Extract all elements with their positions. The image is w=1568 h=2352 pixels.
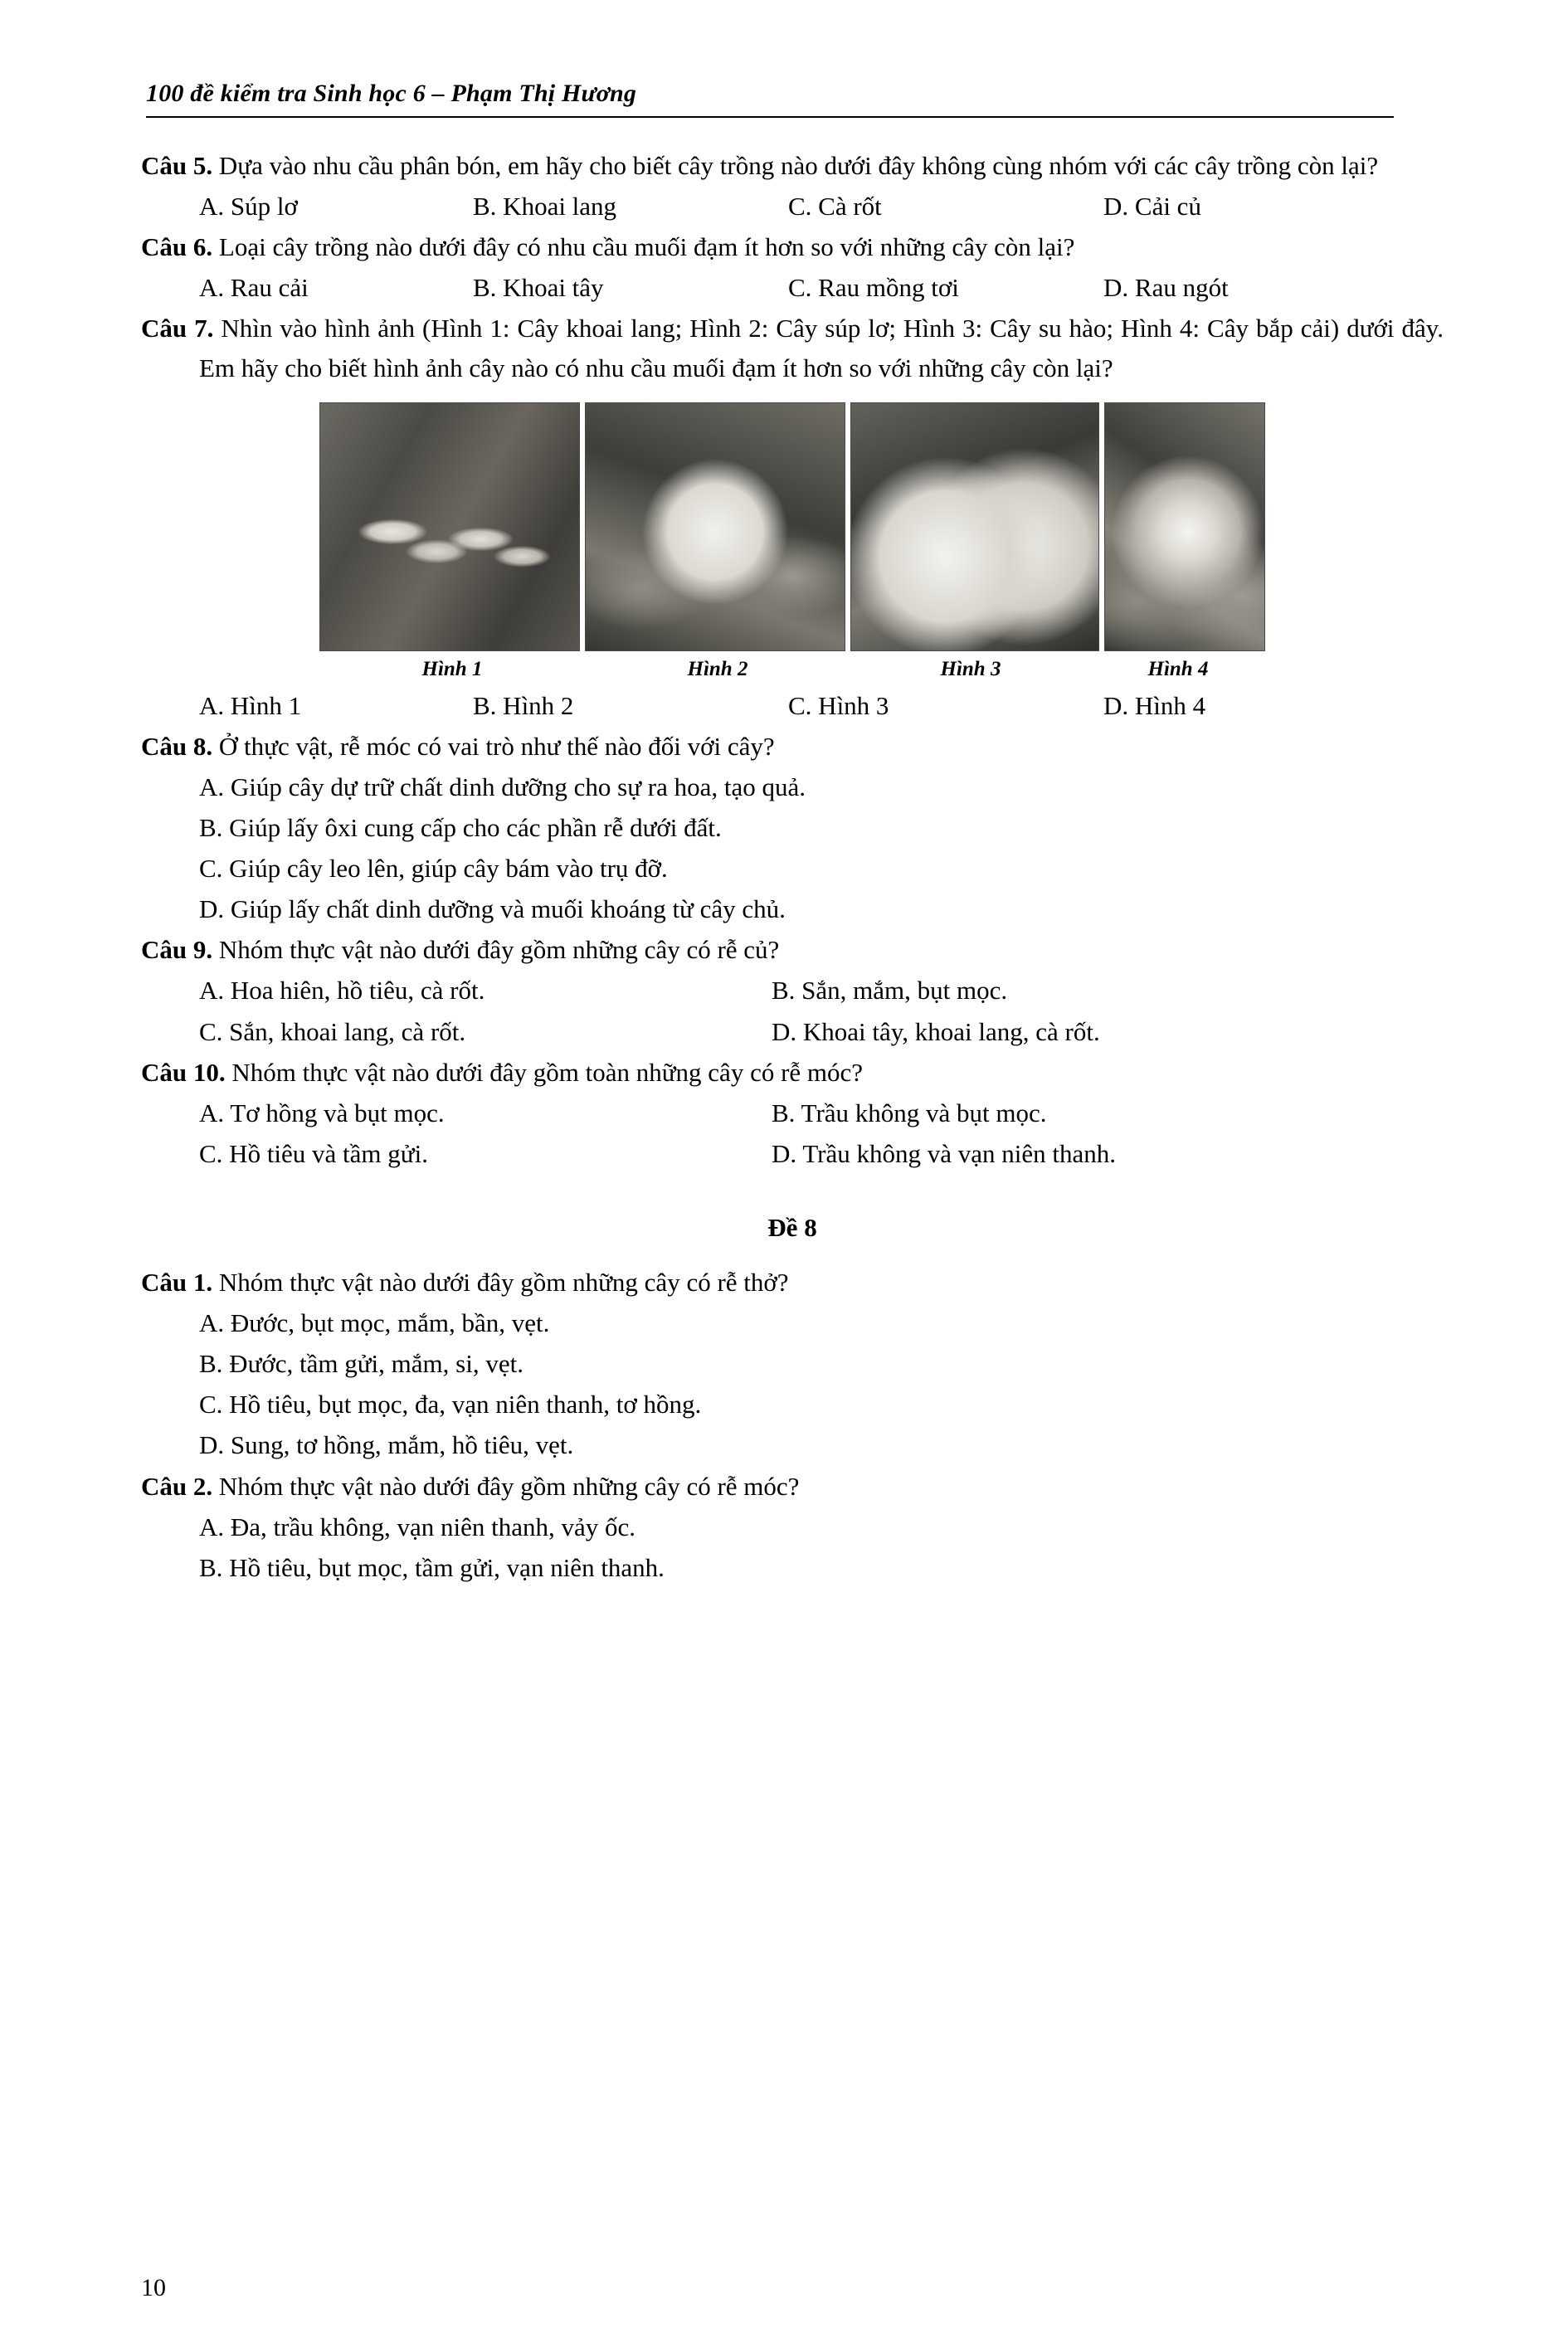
question-text: Nhóm thực vật nào dưới đây gồm toàn những cây có rễ móc?: [231, 1057, 864, 1087]
question-block-cau-6: [141, 227, 1444, 266]
options-row-cau-7: [141, 686, 1444, 725]
running-header: 100 đề kiểm tra Sinh học 6 – Phạm Thị Hương: [146, 80, 1394, 118]
option-b[interactable]: B. Khoai tây: [473, 273, 604, 303]
sup-lo-photo: [585, 402, 845, 651]
option-c[interactable]: C. Cà rốt: [788, 192, 882, 222]
figure-photo-row: [319, 402, 1265, 651]
question-label: Câu 6.: [141, 232, 213, 262]
options-row-cau-9-bottom: [141, 1012, 1444, 1051]
option-c[interactable]: C. Sắn, khoai lang, cà rốt.: [199, 1016, 466, 1046]
question-block-cau-7: [141, 309, 1444, 387]
option-b[interactable]: B. Khoai lang: [473, 192, 617, 222]
option-d[interactable]: D. Trầu không và vạn niên thanh.: [772, 1138, 1117, 1168]
caption-hinh-1: Hình 1: [421, 657, 483, 680]
question-text: Nhóm thực vật nào dưới đây gồm những cây có rễ thở?: [218, 1267, 789, 1297]
question-label: Câu 1.: [141, 1267, 213, 1297]
option-a[interactable]: A. Tơ hồng và bụt mọc.: [199, 1098, 445, 1127]
section-title-de-8: Đề 8: [767, 1212, 817, 1242]
options-row-cau-10-top: [141, 1093, 1444, 1132]
caption-hinh-4: Hình 4: [1147, 657, 1209, 680]
question-text: Nhóm thực vật nào dưới đây gồm những cây có rễ móc?: [218, 1471, 800, 1501]
question-label: Câu 10.: [141, 1057, 226, 1087]
option-a[interactable]: A. Rau cải: [199, 273, 309, 303]
question-text: Ở thực vật, rễ móc có vai trò như thế nào đối với cây?: [218, 731, 775, 761]
su-hao-photo: [850, 402, 1099, 651]
figure-cau-7: [141, 402, 1444, 681]
question-label: Câu 7.: [141, 314, 214, 343]
option-c[interactable]: C. Rau mồng tơi: [788, 273, 959, 303]
question-block-de8-cau-2: [141, 1467, 1444, 1506]
option-b[interactable]: B. Hình 2: [473, 690, 574, 720]
options-row-cau-6: [141, 268, 1444, 307]
option-d[interactable]: D. Giúp lấy chất dinh dưỡng và muối khoáng từ cây chủ.: [199, 894, 786, 924]
option-b[interactable]: B. Hồ tiêu, bụt mọc, tầm gửi, vạn niên thanh.: [199, 1552, 665, 1582]
question-text: Nhìn vào hình ảnh (Hình 1: Cây khoai lang; Hình 2: Cây súp lơ; Hình 3: Cây su hào; Hình 4: Cây bắp cải) dưới đây. Em hãy cho biết hình ảnh cây nào có nhu cầu muối đạm ít hơn so với những cây còn lại?: [199, 314, 1444, 382]
question-block-cau-9: [141, 930, 1444, 969]
question-block-de8-cau-1: [141, 1263, 1444, 1302]
option-a[interactable]: A. Hoa hiên, hồ tiêu, cà rốt.: [199, 976, 485, 1006]
option-c[interactable]: C. Hồ tiêu, bụt mọc, đa, vạn niên thanh, tơ hồng.: [199, 1390, 702, 1419]
option-c[interactable]: C. Giúp cây leo lên, giúp cây bám vào trụ đỡ.: [199, 854, 668, 884]
question-block-cau-5: [141, 146, 1444, 185]
question-label: Câu 9.: [141, 935, 213, 965]
question-block-cau-10: [141, 1053, 1444, 1092]
option-b[interactable]: B. Trầu không và bụt mọc.: [772, 1098, 1047, 1127]
option-d[interactable]: D. Rau ngót: [1103, 273, 1229, 303]
option-a[interactable]: A. Giúp cây dự trữ chất dinh dưỡng cho sự ra hoa, tạo quả.: [199, 772, 806, 801]
option-b[interactable]: B. Sắn, mắm, bụt mọc.: [772, 976, 1008, 1006]
question-text: Nhóm thực vật nào dưới đây gồm những cây có rễ củ?: [218, 935, 780, 965]
khoai-lang-photo: [319, 402, 580, 651]
option-c[interactable]: C. Hồ tiêu và tầm gửi.: [199, 1138, 428, 1168]
option-d[interactable]: D. Cải củ: [1103, 192, 1201, 222]
question-text: Loại cây trồng nào dưới đây có nhu cầu muối đạm ít hơn so với những cây còn lại?: [218, 232, 1075, 262]
option-b[interactable]: B. Giúp lấy ôxi cung cấp cho các phần rễ dưới đất.: [199, 812, 722, 842]
figure-captions: [319, 658, 1265, 681]
options-row-cau-5: [141, 187, 1444, 226]
question-block-cau-8: [141, 727, 1444, 766]
option-a[interactable]: A. Súp lơ: [199, 192, 298, 222]
caption-hinh-2: Hình 2: [687, 657, 748, 680]
page-number: 10: [141, 2274, 166, 2301]
option-a[interactable]: A. Đước, bụt mọc, mắm, bần, vẹt.: [199, 1308, 550, 1338]
question-label: Câu 2.: [141, 1471, 213, 1501]
option-c[interactable]: C. Hình 3: [788, 690, 889, 720]
option-d[interactable]: D. Khoai tây, khoai lang, cà rốt.: [772, 1016, 1100, 1046]
question-label: Câu 8.: [141, 731, 213, 761]
option-a[interactable]: A. Đa, trầu không, vạn niên thanh, vảy ốc.: [199, 1512, 636, 1541]
option-d[interactable]: D. Sung, tơ hồng, mắm, hồ tiêu, vẹt.: [199, 1430, 574, 1460]
option-b[interactable]: B. Đước, tầm gửi, mắm, si, vẹt.: [199, 1349, 523, 1379]
question-label: Câu 5.: [141, 151, 213, 180]
caption-hinh-3: Hình 3: [940, 657, 1001, 680]
option-d[interactable]: D. Hình 4: [1103, 690, 1206, 720]
bap-cai-photo: [1104, 402, 1265, 651]
question-text: Dựa vào nhu cầu phân bón, em hãy cho biết cây trồng nào dưới đây không cùng nhóm với các cây trồng còn lại?: [218, 151, 1379, 180]
options-row-cau-9-top: [141, 971, 1444, 1010]
options-row-cau-10-bottom: [141, 1134, 1444, 1173]
option-a[interactable]: A. Hình 1: [199, 690, 302, 720]
